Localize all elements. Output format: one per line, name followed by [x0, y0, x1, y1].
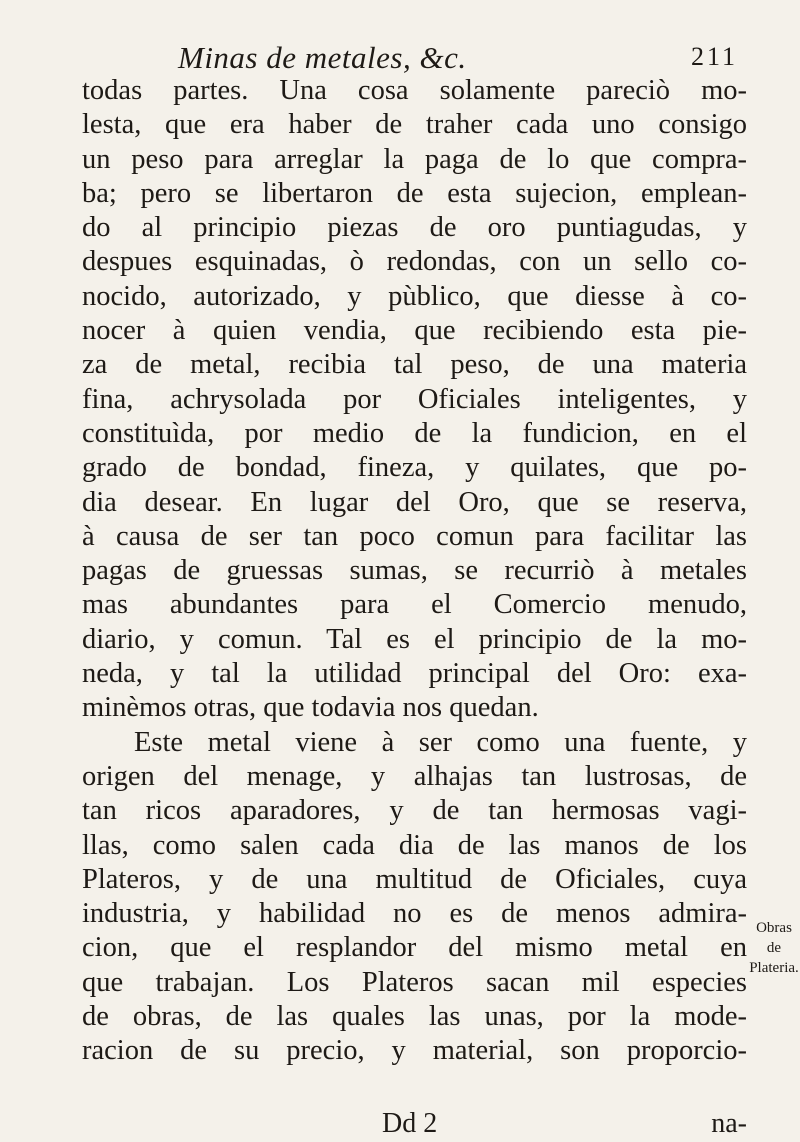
text-line: industria, y habilidad no es de menos admira-: [82, 898, 747, 930]
marginal-note: [748, 918, 800, 978]
page-footer: [82, 1108, 747, 1142]
text-line: racion de su precio, y material, son proporcio-: [82, 1035, 747, 1067]
text-line: fina, achrysolada por Oficiales inteligentes, y: [82, 383, 747, 415]
text-line: despues esquinadas, ò redondas, con un sello co-: [82, 246, 747, 278]
text-line: cion, que el resplandor del mismo metal en: [82, 932, 747, 964]
text-line: nocer à quien vendia, que recibiendo esta pie-: [82, 315, 747, 347]
text-line: constituìda, por medio de la fundicion, en el: [82, 417, 747, 449]
text-line: grado de bondad, fineza, y quilates, que po-: [82, 452, 747, 484]
text-line: mas abundantes para el Comercio menudo,: [82, 589, 747, 621]
marginal-note-line: Obras de: [756, 920, 792, 956]
page-number: 211: [690, 42, 738, 71]
text-line: ba; pero se libertaron de esta sujecion, emplean-: [82, 177, 747, 209]
running-title: Minas de metales, &c.: [178, 40, 467, 75]
text-line: tan ricos aparadores, y de tan hermosas vagi-: [82, 795, 747, 827]
text-line: todas partes. Una cosa solamente pareciò mo-: [82, 75, 747, 106]
text-line: diario, y comun. Tal es el principio de la mo-: [82, 623, 747, 655]
text-line: Este metal viene à ser como una fuente, y: [134, 726, 747, 758]
text-line: lesta, que era haber de traher cada uno consigo: [82, 109, 747, 141]
text-line: nocido, autorizado, y pùblico, que diesse à co-: [82, 280, 747, 312]
body-text: [82, 74, 747, 1069]
text-line: do al principio piezas de oro puntiagudas, y: [82, 212, 747, 244]
page-header: [178, 40, 738, 74]
text-line: za de metal, recibia tal peso, de una materia: [82, 349, 747, 381]
text-line: Plateros, y de una multitud de Oficiales, cuya: [82, 863, 747, 895]
marginal-note-line: Plateria.: [749, 960, 799, 976]
text-line: de obras, de las quales las unas, por la mode-: [82, 1001, 747, 1033]
text-line: neda, y tal la utilidad principal del Oro: exa-: [82, 658, 747, 690]
text-line: que trabajan. Los Plateros sacan mil especies: [82, 966, 747, 998]
text-line: origen del menage, y alhajas tan lustrosas, de: [82, 760, 747, 792]
catchword: na-: [711, 1108, 747, 1139]
text-line: un peso para arreglar la paga de lo que compra-: [82, 143, 747, 175]
text-line: dia desear. En lugar del Oro, que se reserva,: [82, 486, 747, 518]
text-line: minèmos otras, que todavia nos quedan.: [82, 692, 539, 724]
signature-mark: Dd 2: [382, 1108, 438, 1139]
text-line: llas, como salen cada dia de las manos de los: [82, 829, 747, 861]
text-line: à causa de ser tan poco comun para facilitar las: [82, 520, 747, 552]
text-line: pagas de gruessas sumas, se recurriò à metales: [82, 555, 747, 587]
